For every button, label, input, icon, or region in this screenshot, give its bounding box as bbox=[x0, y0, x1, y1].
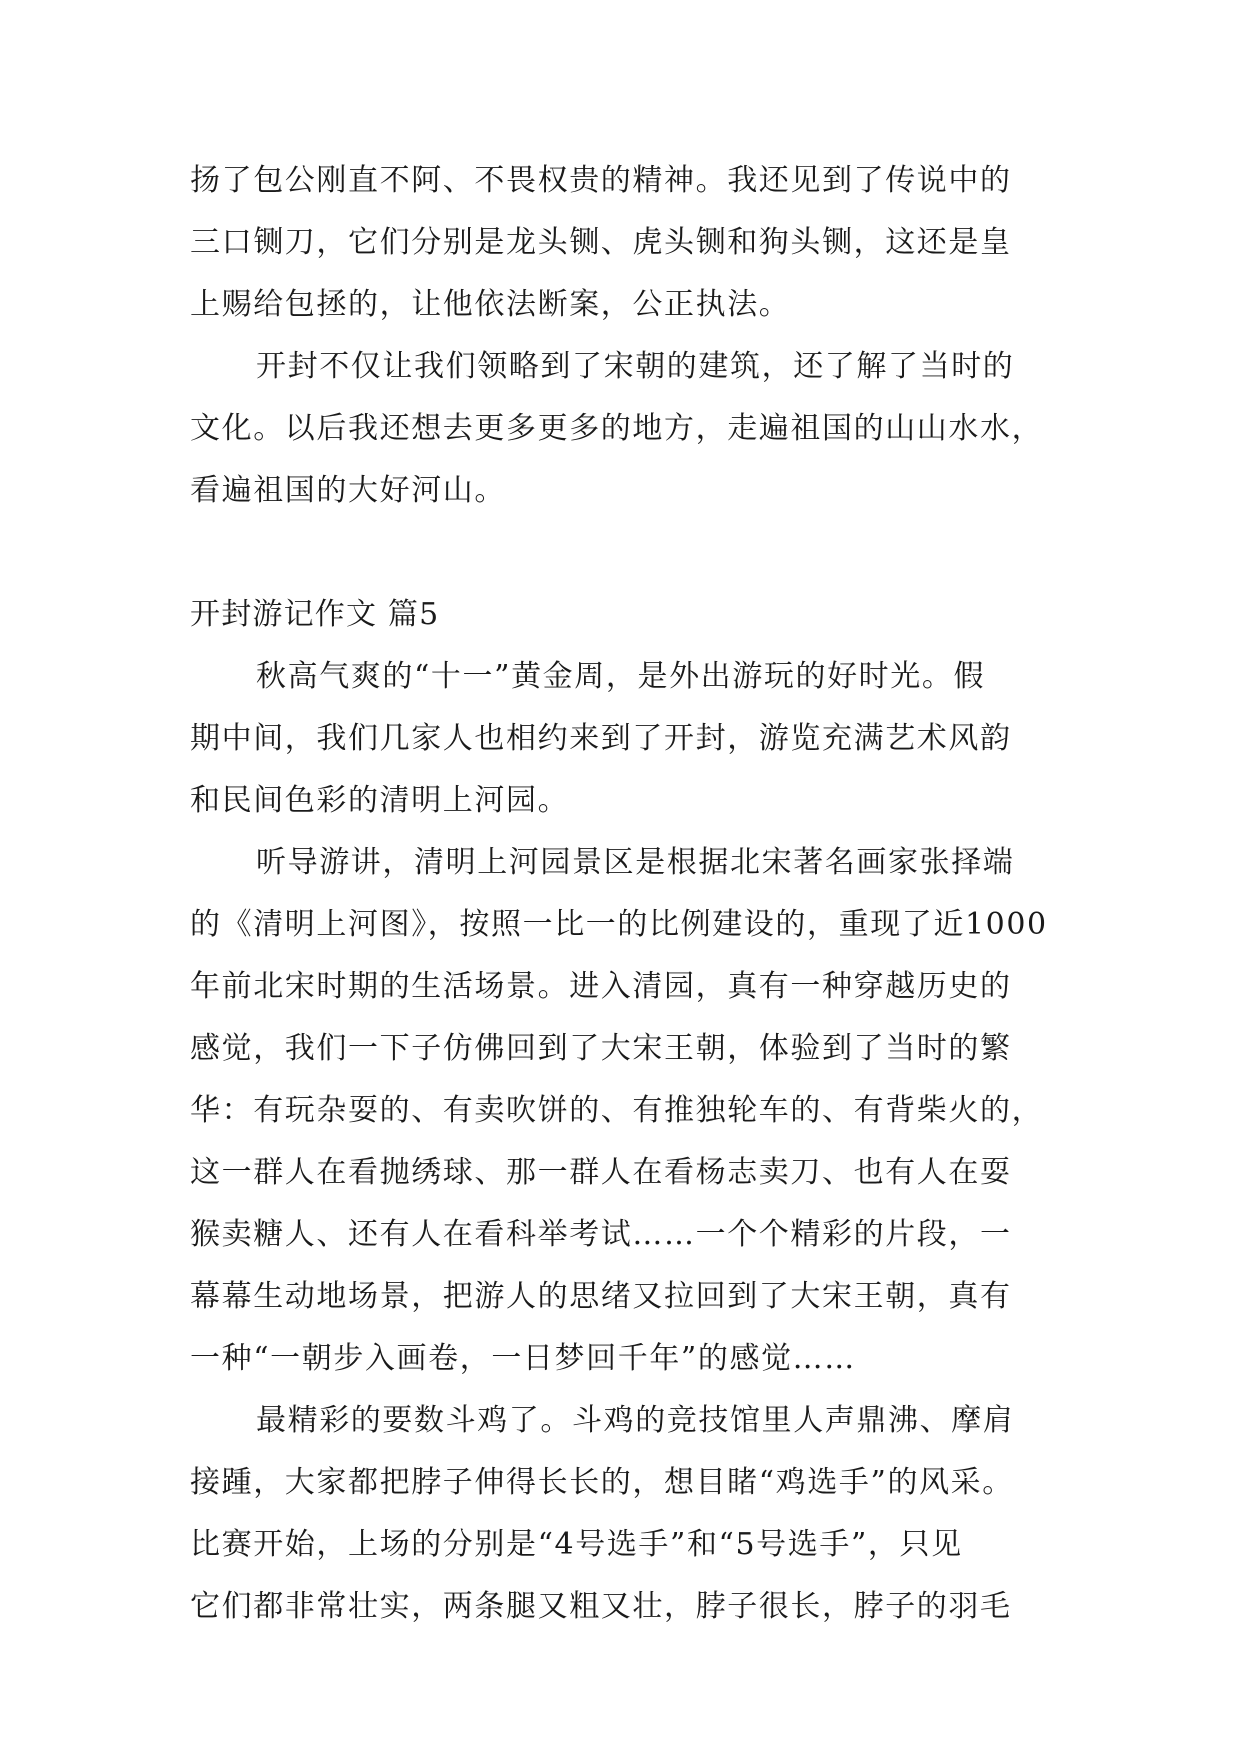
text-line: 三口铡刀，它们分别是龙头铡、虎头铡和狗头铡，这还是皇 bbox=[190, 225, 1012, 260]
text-line: 秋高气爽的“十一”黄金周，是外出游玩的好时光。假 bbox=[256, 659, 986, 694]
text-line: 华：有玩杂耍的、有卖吹饼的、有推独轮车的、有背柴火的， bbox=[190, 1093, 1044, 1128]
text-line: 这一群人在看抛绣球、那一群人在看杨志卖刀、也有人在耍 bbox=[190, 1155, 1012, 1190]
text-line: 一种“一朝步入画卷，一日梦回千年”的感觉…… bbox=[190, 1341, 856, 1376]
paragraph-3 bbox=[190, 646, 1050, 832]
text-line: 幕幕生动地场景，把游人的思绪又拉回到了大宋王朝，真有 bbox=[190, 1279, 1012, 1314]
text-line: 的《清明上河图》，按照一比一的比例建设的，重现了近1000 bbox=[190, 907, 1048, 942]
text-line: 开封不仅让我们领略到了宋朝的建筑，还了解了当时的 bbox=[256, 349, 1015, 384]
text-line: 看遍祖国的大好河山。 bbox=[190, 473, 506, 508]
text-line: 听导游讲，清明上河园景区是根据北宋著名画家张择端 bbox=[256, 845, 1015, 880]
paragraph-4 bbox=[190, 832, 1050, 1390]
section-spacer bbox=[190, 522, 1050, 584]
section-heading: 开封游记作文 篇5 bbox=[190, 597, 440, 632]
text-line: 接踵，大家都把脖子伸得长长的，想目睹“鸡选手”的风采。 bbox=[190, 1465, 1014, 1500]
text-line: 比赛开始，上场的分别是“4号选手”和“5号选手”，只见 bbox=[190, 1527, 963, 1562]
paragraph-1 bbox=[190, 150, 1050, 336]
text-line: 扬了包公刚直不阿、不畏权贵的精神。我还见到了传说中的 bbox=[190, 163, 1012, 198]
text-line: 期中间，我们几家人也相约来到了开封，游览充满艺术风韵 bbox=[190, 721, 1012, 756]
text-line: 年前北宋时期的生活场景。进入清园，真有一种穿越历史的 bbox=[190, 969, 1012, 1004]
text-line: 和民间色彩的清明上河园。 bbox=[190, 783, 570, 818]
paragraph-2 bbox=[190, 336, 1050, 522]
text-line: 感觉，我们一下子仿佛回到了大宋王朝，体验到了当时的繁 bbox=[190, 1031, 1012, 1066]
text-line: 上赐给包拯的，让他依法断案，公正执法。 bbox=[190, 287, 791, 322]
text-line: 它们都非常壮实，两条腿又粗又壮，脖子很长，脖子的羽毛 bbox=[190, 1589, 1012, 1624]
text-line: 最精彩的要数斗鸡了。斗鸡的竞技馆里人声鼎沸、摩肩 bbox=[256, 1403, 1015, 1438]
text-line: 猴卖糖人、还有人在看科举考试……一个个精彩的片段，一 bbox=[190, 1217, 1012, 1252]
text-line: 文化。以后我还想去更多更多的地方，走遍祖国的山山水水， bbox=[190, 411, 1044, 446]
paragraph-5 bbox=[190, 1390, 1050, 1638]
document-page bbox=[190, 150, 1050, 1638]
